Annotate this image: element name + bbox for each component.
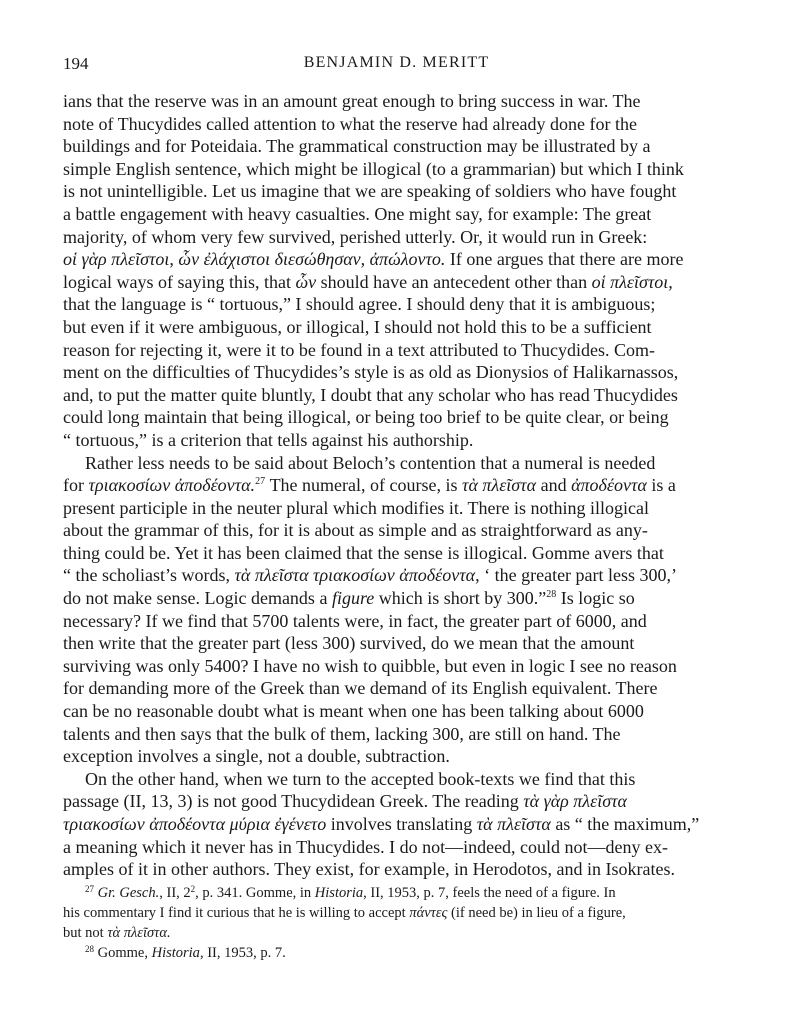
text-line: could long maintain that being illogical, or being too brief to be quite clear, or being: [63, 407, 669, 428]
text-line: “ tortuous,” is a criterion that tells against his authorship.: [63, 429, 474, 450]
text-line: On the other hand, when we turn to the accepted book-texts we find that this: [85, 768, 636, 789]
footnote-28: $^{28}$ Gomme, Historia, II, 1953, p. 7.: [85, 944, 286, 961]
footnote-ref: 28: [546, 589, 557, 601]
text-line: ians that the reserve was in an amount great enough to bring success in war. The: [63, 91, 641, 111]
text-line: buildings and for Poteidaia. The grammatical construction may be illustrated by a: [63, 136, 651, 157]
text-line: about the grammar of this, for it is about as simple and as straightforward as any-: [63, 520, 648, 541]
text-line: then write that the greater part (less 300) survived, do we mean that the amount: [63, 633, 635, 654]
greek-text: τὰ πλεῖστα τριακοσίων ἀποδέοντα,: [234, 565, 480, 586]
greek-text: οἱ γὰρ πλεῖστοι, ὧν ἐλάχιστοι διεσώθησαν, ἀπώλοντο.: [63, 249, 446, 270]
greek-text: τὰ γὰρ πλεῖστα: [523, 791, 627, 812]
text-line: “ the scholiast’s words, τὰ πλεῖστα τριακοσίων ἀποδέοντα, ‘ the greater part less 300,’: [63, 565, 678, 586]
text-line: can be no reasonable doubt what is meant when one has been talking about 6000: [63, 701, 644, 722]
text-line: is not unintelligible. Let us imagine that we are speaking of soldiers who have fought: [63, 181, 677, 202]
footnotes: [63, 883, 730, 963]
text-line: note of Thucydides called attention to what the reserve had already done for the: [63, 113, 637, 134]
footnote-27-line: his commentary I find it curious that he is willing to accept πάντες (if need be) in lieu of a figure,: [63, 905, 626, 921]
greek-text: τὰ πλεῖστα: [476, 814, 551, 834]
greek-text: τὰ πλεῖστα.: [107, 925, 171, 941]
greek-text: ἀποδέοντα: [571, 475, 647, 496]
text-line: do not make sense. Logic demands a figure which is short by 300.”$^{28}$ Is logic so: [63, 588, 635, 609]
text-line: reason for rejecting it, were it to be found in a text attributed to Thucydides. Com-: [63, 339, 656, 360]
footnote-27: $^{27}$ Gr. Gesch., II, $2^2$, p. 341. Gomme, in Historia, II, 1953, p. 7, feels the need of a figure. In: [85, 884, 616, 901]
text-line: necessary? If we find that 5700 talents were, in fact, the greater part of 6000, and: [63, 610, 647, 631]
text-line: a meaning which it never has in Thucydides. I do not—indeed, could not—deny ex-: [63, 836, 669, 857]
text-line: exception involves a single, not a double, subtraction.: [63, 746, 450, 767]
footnote-ref: 27: [255, 476, 266, 488]
text-line: passage (II, 13, 3) is not good Thucydidean Greek. The reading τὰ γὰρ πλεῖστα: [63, 791, 627, 812]
footnote-27-line: but not τὰ πλεῖστα.: [63, 925, 171, 941]
text-line: τριακοσίων ἀποδέοντα μύρια ἐγένετο involves translating τὰ πλεῖστα as “ the maximum,”: [63, 814, 700, 834]
text-line: ment on the difficulties of Thucydides’s style is as old as Dionysios of Halikarnassos,: [63, 362, 679, 383]
text-line: present participle in the neuter plural which modifies it. There is nothing illogical: [63, 497, 650, 518]
page-number: 194: [63, 54, 89, 73]
running-head: BENJAMIN D. MERITT: [303, 54, 490, 71]
greek-text: ὧν: [295, 271, 317, 292]
greek-text: οἱ πλεῖστοι,: [591, 271, 673, 292]
greek-text: πάντες: [409, 905, 448, 921]
text-line: that the language is “ tortuous,” I should agree. I should deny that it is ambiguous;: [63, 294, 656, 315]
page-header: [63, 54, 730, 78]
text-line: and, to put the matter quite bluntly, I doubt that any scholar who has read Thucydides: [63, 384, 678, 405]
text-line: majority, of whom very few survived, perished utterly. Or, it would run in Greek:: [63, 226, 648, 247]
text-line: οἱ γὰρ πλεῖστοι, ὧν ἐλάχιστοι διεσώθησαν, ἀπώλοντο. If one argues that there are more: [63, 249, 684, 270]
text-line: a battle engagement with heavy casualties. One might say, for example: The great: [63, 203, 652, 224]
greek-text: τριακοσίων ἀποδέοντα μύρια ἐγένετο: [63, 814, 327, 834]
body-text: [63, 90, 730, 881]
greek-text: τριακοσίων ἀποδέοντα.: [88, 475, 256, 496]
text-line: for τριακοσίων ἀποδέοντα.$^{27}$ The numeral, of course, is τὰ πλεῖστα and ἀποδέοντα is a: [63, 475, 676, 496]
text-line: logical ways of saying this, that ὧν should have an antecedent other than οἱ πλεῖστοι,: [63, 271, 673, 292]
greek-text: τὰ πλεῖστα: [462, 475, 537, 496]
text-line: for demanding more of the Greek than we demand of its English equivalent. There: [63, 678, 658, 699]
text-line: surviving was only 5400? I have no wish to quibble, but even in logic I see no reason: [63, 655, 677, 676]
emphasis: figure: [331, 588, 375, 609]
text-line: Rather less needs to be said about Beloch’s contention that a numeral is needed: [85, 452, 656, 473]
text-line: but even if it were ambiguous, or illogical, I should not hold this to be a sufficient: [63, 316, 652, 337]
text-line: talents and then says that the bulk of them, lacking 300, are still on hand. The: [63, 723, 621, 744]
text-line: amples of it in other authors. They exist, for example, in Herodotos, and in Isokrates.: [63, 859, 676, 880]
text-line: simple English sentence, which might be illogical (to a grammarian) but which I think: [63, 158, 684, 179]
text-line: thing could be. Yet it has been claimed that the sense is illogical. Gomme avers that: [63, 542, 664, 563]
